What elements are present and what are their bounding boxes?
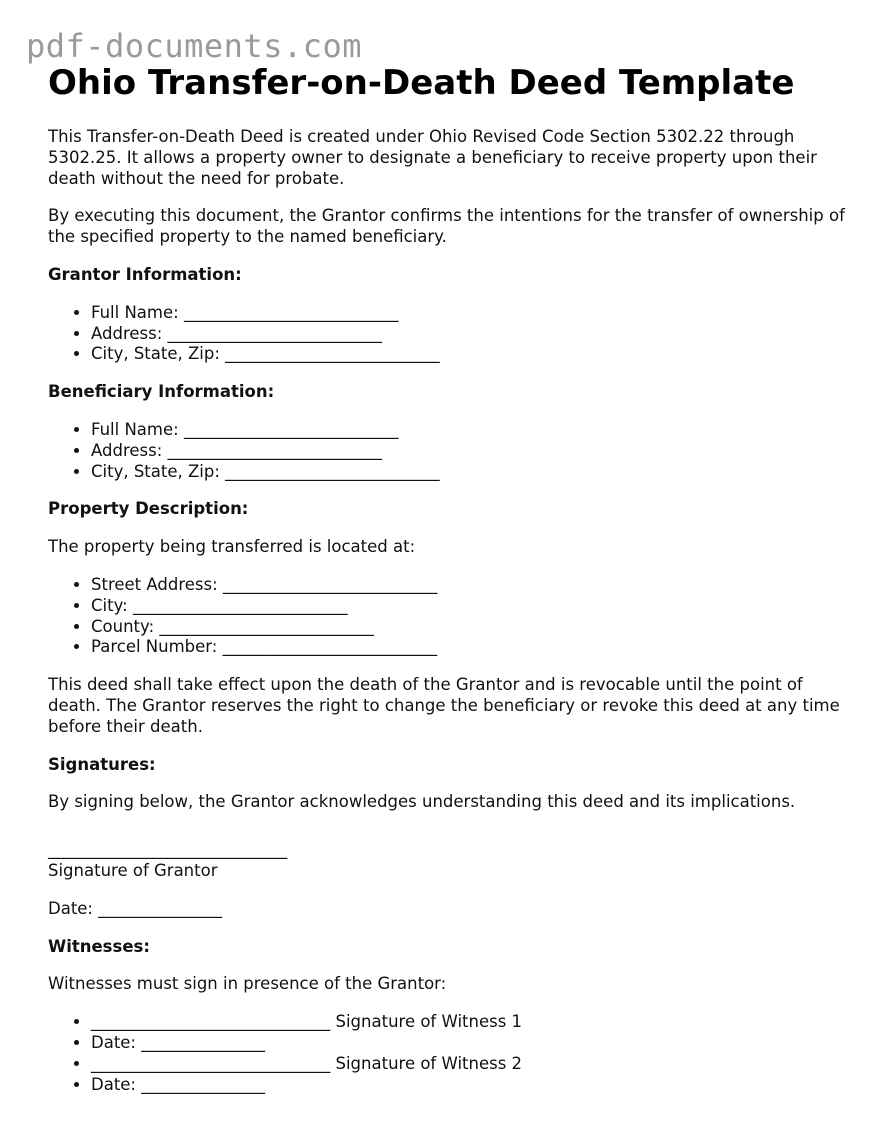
property-fields: [48, 575, 848, 658]
signatures-lead: By signing below, the Grantor acknowledges understanding this deed and its implications.: [48, 792, 796, 812]
witnesses-heading: Witnesses:: [48, 936, 150, 956]
property-parcel-number-field: • Parcel Number: __________________________: [91, 637, 848, 658]
property-city-field: • City: __________________________: [91, 596, 848, 617]
grantor-heading: Grantor Information:: [48, 264, 242, 284]
grantor-signature-line: _____________________________: [48, 840, 288, 860]
witnesses-lead: Witnesses must sign in presence of the Grantor:: [48, 974, 447, 994]
beneficiary-full-name-field: • Full Name: __________________________: [91, 420, 848, 441]
witness-1-date-field: • Date: _______________: [91, 1033, 848, 1054]
grantor-city-state-zip-field: • City, State, Zip: __________________________: [91, 344, 848, 365]
witness-fields: [48, 1012, 848, 1095]
property-heading: Property Description:: [48, 499, 249, 519]
witness-1-signature-field: • _____________________________ Signature of Witness 1: [91, 1012, 848, 1033]
intro-paragraph-1: This Transfer-on-Death Deed is created under Ohio Revised Code Section 5302.22 through 5302.25. It allows a property owner to designate a beneficiary to receive property upon their death without the need for probate.: [48, 127, 817, 188]
grantor-date-field: Date: _______________: [48, 898, 222, 918]
property-county-field: • County: __________________________: [91, 617, 848, 638]
property-street-address-field: • Street Address: __________________________: [91, 575, 848, 596]
beneficiary-fields: [48, 420, 848, 482]
effect-paragraph: This deed shall take effect upon the death of the Grantor and is revocable until the point of death. The Grantor reserves the right to change the beneficiary or revoke this deed at any time before their death.: [48, 675, 840, 736]
beneficiary-city-state-zip-field: • City, State, Zip: __________________________: [91, 462, 848, 483]
grantor-address-field: • Address: __________________________: [91, 324, 848, 345]
intro-paragraph-2: By executing this document, the Grantor confirms the intentions for the transfer of ownership of the specified property to the named beneficiary.: [48, 206, 845, 247]
page-title: Ohio Transfer-on-Death Deed Template: [48, 63, 795, 103]
grantor-fields: [48, 303, 848, 365]
grantor-full-name-field: • Full Name: __________________________: [91, 303, 848, 324]
grantor-signature-label: Signature of Grantor: [48, 860, 218, 880]
document-body: [48, 60, 848, 1095]
witness-2-date-field: • Date: _______________: [91, 1075, 848, 1096]
beneficiary-heading: Beneficiary Information:: [48, 382, 275, 402]
signatures-heading: Signatures:: [48, 754, 156, 774]
watermark: pdf-documents.com: [26, 27, 363, 65]
witness-2-signature-field: • _____________________________ Signature of Witness 2: [91, 1054, 848, 1075]
property-lead: The property being transferred is located at:: [48, 537, 416, 557]
beneficiary-address-field: • Address: __________________________: [91, 441, 848, 462]
